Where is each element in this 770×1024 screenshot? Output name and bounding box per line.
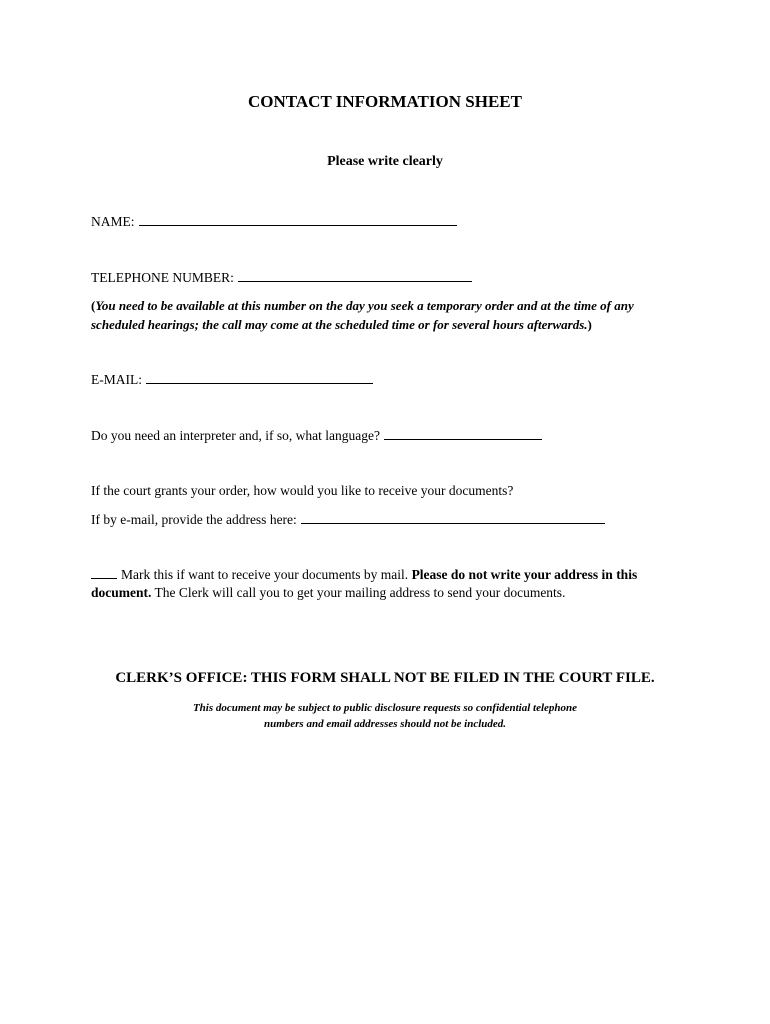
email-address-row	[91, 510, 605, 528]
receive-documents-question: If the court grants your order, how would you like to receive your documents?	[91, 483, 514, 498]
email-label: E-MAIL:	[91, 372, 142, 387]
interpreter-language-field[interactable]	[384, 426, 542, 440]
mail-option-warning: Please do not write your address in this document.	[91, 567, 638, 600]
email-field[interactable]	[146, 370, 373, 384]
email-address-field[interactable]	[301, 510, 605, 524]
clerk-office-heading: CLERK’S OFFICE: THIS FORM SHALL NOT BE FILED IN THE COURT FILE.	[115, 670, 655, 686]
note-text: You need to be available at this number on the day you seek a temporary order and at the time of any scheduled hearings; the call may come at the scheduled time or for several hours afterwards.	[91, 298, 634, 332]
mail-option-followup: The Clerk will call you to get your mailing address to send your documents.	[154, 585, 566, 600]
name-label: NAME:	[91, 214, 135, 229]
clerk-note-line-1: This document may be subject to public disclosure requests so confidential telephone	[192, 702, 578, 714]
page-title: CONTACT INFORMATION SHEET	[248, 92, 522, 111]
email-row	[91, 370, 373, 388]
note-close-paren: )	[587, 317, 592, 332]
name-field[interactable]	[139, 212, 457, 226]
page-subtitle: Please write clearly	[327, 154, 443, 169]
interpreter-row	[91, 426, 542, 444]
telephone-row	[91, 268, 472, 286]
interpreter-label: Do you need an interpreter and, if so, what language?	[91, 428, 381, 443]
telephone-label: TELEPHONE NUMBER:	[91, 270, 234, 285]
clerk-note-line-2: numbers and email addresses should not be included.	[263, 718, 507, 730]
mail-option-checkmark-blank[interactable]	[91, 566, 117, 579]
telephone-availability-note	[91, 296, 681, 334]
mail-option-paragraph	[91, 566, 671, 602]
clerk-disclosure-note	[0, 700, 770, 732]
name-row	[91, 212, 457, 230]
telephone-field[interactable]	[238, 268, 472, 282]
email-address-label: If by e-mail, provide the address here:	[91, 512, 297, 527]
mail-option-text: Mark this if want to receive your documents by mail.	[121, 567, 409, 582]
note-open-paren: (	[91, 298, 96, 313]
